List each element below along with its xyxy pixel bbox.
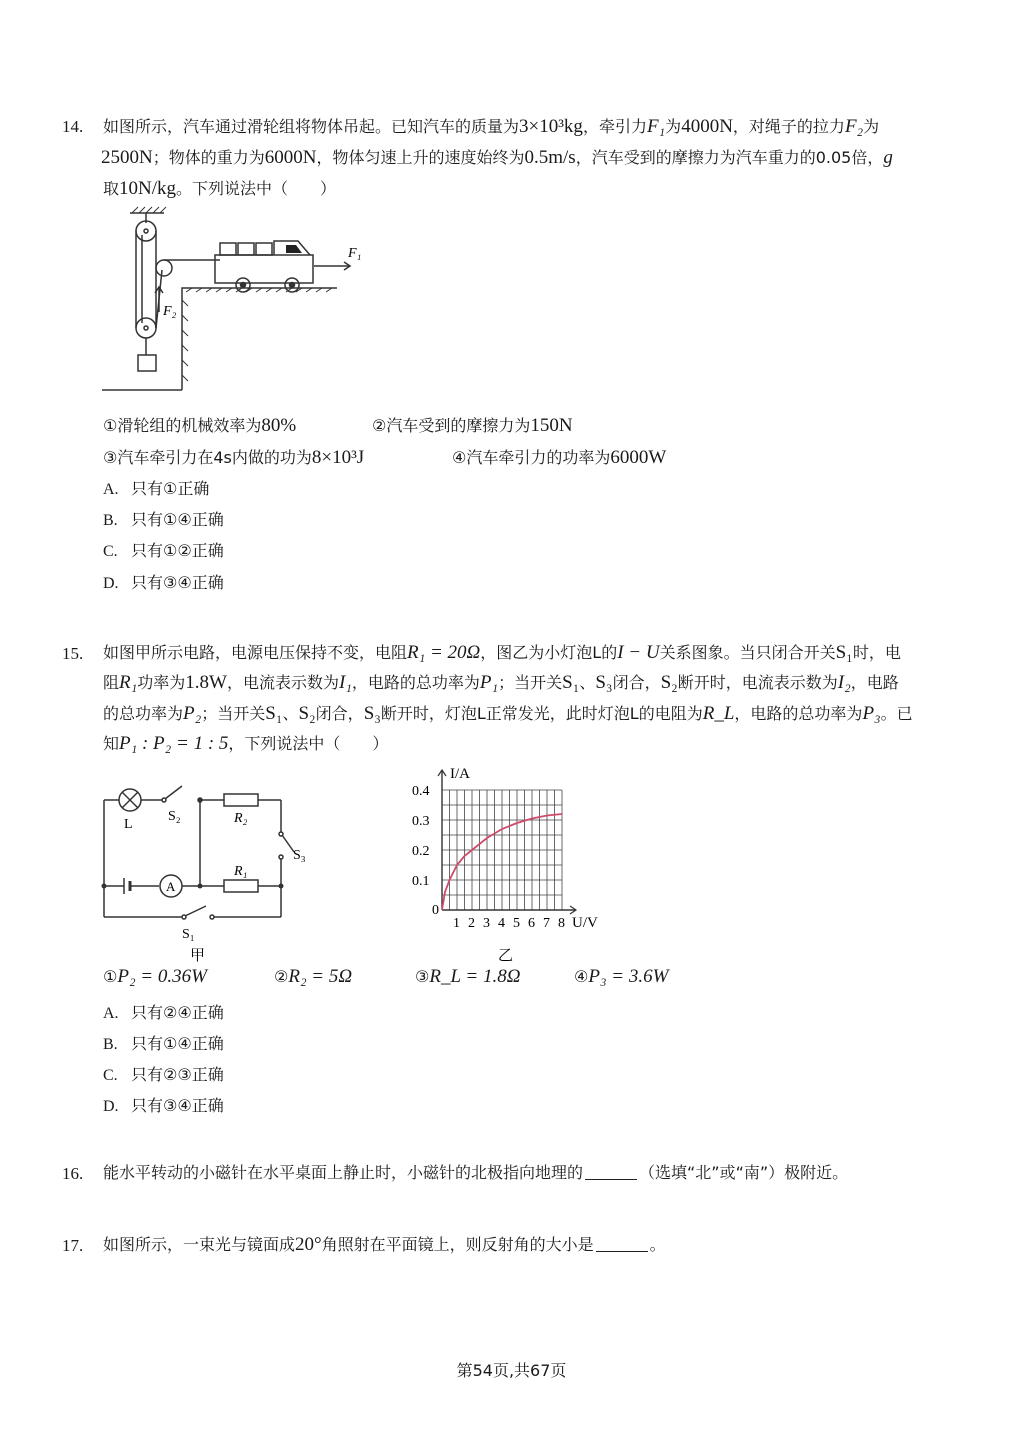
option-c[interactable]: C. 只有①②正确 xyxy=(103,541,224,560)
statement-1: ①滑轮组的机械效率为80% xyxy=(103,415,297,436)
x-tick-label: 5 xyxy=(513,916,520,931)
x-axis-label: U/V xyxy=(572,915,598,931)
question-text-line: 能水平转动的小磁针在水平桌面上静止时，小磁针的北极指向地理的 （选填“北”或“南”）极附近。 xyxy=(103,1163,849,1182)
question-text-line: 取10N/kg。下列说法中（ ） xyxy=(103,178,337,199)
option-a[interactable]: A. 只有①正确 xyxy=(103,479,210,498)
x-tick-label: 0 xyxy=(432,903,439,918)
option-b[interactable]: B. 只有①④正确 xyxy=(103,510,224,529)
y-tick-label: 0.3 xyxy=(412,814,430,829)
question-number: 16. xyxy=(62,1164,84,1183)
switch-s1-label: S₁ xyxy=(182,927,195,942)
f1-label: F₁ xyxy=(348,246,362,261)
x-tick-label: 8 xyxy=(558,916,565,931)
question-17 xyxy=(62,1234,967,1264)
x-tick-label: 1 xyxy=(453,916,460,931)
statement-4: ④P₃ = 3.6W xyxy=(574,966,669,987)
question-15 xyxy=(62,640,967,1120)
y-tick-label: 0.1 xyxy=(412,874,430,889)
answer-blank[interactable] xyxy=(596,1235,648,1252)
statement-3: ③R_L = 1.8Ω xyxy=(415,966,521,987)
x-tick-label: 6 xyxy=(528,916,535,931)
y-tick-label: 0.4 xyxy=(412,784,430,799)
option-b[interactable]: B. 只有①④正确 xyxy=(103,1034,224,1053)
question-text-line: 知P₁ : P₂ = 1 : 5，下列说法中（ ） xyxy=(103,733,389,754)
f2-label: F₂ xyxy=(163,304,177,319)
question-number: 17. xyxy=(62,1236,84,1255)
x-tick-label: 2 xyxy=(468,916,475,931)
question-text-line: 阻R₁功率为1.8W，电流表示数为I₁，电路的总功率为P₁；当开关S₁、S₃闭合，S₂断开时，电流表示数为I₂，电路 xyxy=(103,672,899,693)
circuit-diagram xyxy=(100,782,315,967)
x-tick-label: 7 xyxy=(543,916,550,931)
question-text-line: 的总功率为P₂；当开关S₁、S₂闭合，S₃断开时，灯泡L正常发光，此时灯泡L的电阻为R_L，电路的总功率为P₃。已 xyxy=(103,703,913,724)
question-text-line: 如图所示，一束光与镜面成20°角照射在平面镜上，则反射角的大小是 。 xyxy=(103,1234,666,1255)
question-text-line: 如图所示，汽车通过滑轮组将物体吊起。已知汽车的质量为3×10³kg，牵引力F₁为4000N，对绳子的拉力F₂为 xyxy=(103,116,880,137)
iu-chart xyxy=(342,760,598,972)
statement-2: ②汽车受到的摩擦力为150N xyxy=(372,415,573,436)
switch-s3-label: S₃ xyxy=(293,848,306,863)
option-a[interactable]: A. 只有②④正确 xyxy=(103,1003,224,1022)
statement-4: ④汽车牵引力的功率为6000W xyxy=(452,447,667,468)
pulley-truck-figure xyxy=(102,205,362,405)
y-axis-label: I/A xyxy=(450,766,470,782)
lamp-label: L xyxy=(124,817,133,832)
option-d[interactable]: D. 只有③④正确 xyxy=(103,573,224,592)
y-tick-label: 0.2 xyxy=(412,844,430,859)
question-16 xyxy=(62,1162,967,1192)
option-c[interactable]: C. 只有②③正确 xyxy=(103,1065,224,1084)
answer-blank[interactable] xyxy=(585,1163,637,1180)
x-tick-label: 4 xyxy=(498,916,505,931)
r2-label: R₂ xyxy=(234,811,248,826)
question-number: 15. xyxy=(62,644,84,663)
question-text-line: 如图甲所示电路，电源电压保持不变，电阻R₁ = 20Ω，图乙为小灯泡L的I − U关系图象。当只闭合开关S₁时，电 xyxy=(103,642,901,663)
question-14 xyxy=(62,113,967,593)
statement-2: ②R₂ = 5Ω xyxy=(274,966,353,987)
switch-s2-label: S₂ xyxy=(168,809,181,824)
circuit-caption: 甲 xyxy=(190,946,206,964)
question-text-line: 2500N；物体的重力为6000N，物体匀速上升的速度始终为0.5m/s，汽车受到的摩擦力为汽车重力的0.05倍，g xyxy=(101,147,893,168)
page-footer: 第54页,共67页 xyxy=(456,1361,567,1380)
chart-caption: 乙 xyxy=(498,946,514,964)
question-number: 14. xyxy=(62,117,84,136)
x-tick-label: 3 xyxy=(483,916,490,931)
r1-label: R₁ xyxy=(234,864,248,879)
statement-3: ③汽车牵引力在4s内做的功为8×10³J xyxy=(103,447,365,468)
statement-1: ①P₂ = 0.36W xyxy=(103,966,207,987)
ammeter-label: A xyxy=(166,879,176,894)
option-d[interactable]: D. 只有③④正确 xyxy=(103,1096,224,1115)
